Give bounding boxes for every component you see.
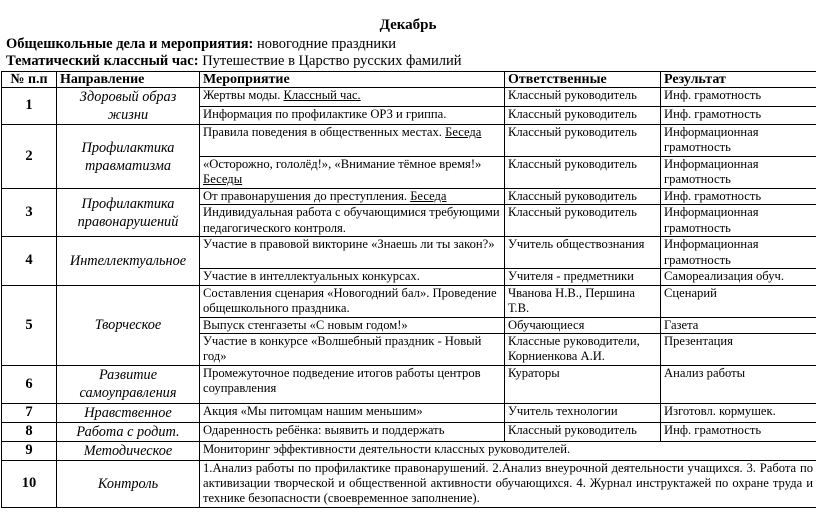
result-cell: Презентация: [661, 333, 816, 365]
row-number: 6: [2, 365, 57, 403]
header-event: Мероприятие: [200, 72, 505, 88]
responsible-cell: Классный руководитель: [505, 189, 661, 205]
responsible-cell: Классный руководитель: [505, 157, 661, 189]
event-type: Беседа: [445, 125, 482, 139]
responsible-cell: Учитель обществознания: [505, 237, 661, 269]
table-row: [2, 365, 816, 403]
class-hour-value: Путешествие в Царство русских фамилий: [198, 53, 462, 69]
row-direction: Работа с родит.: [57, 422, 200, 441]
result-cell: Информационная грамотность: [661, 237, 816, 269]
event-type: Беседы: [203, 172, 243, 187]
row-direction: Профилактика правонарушений: [57, 189, 200, 237]
class-hour-label: Тематический классный час:: [6, 53, 199, 69]
responsible-cell: Учителя - предметники: [505, 269, 661, 285]
event-cell: Мониторинг эффективности деятельности классных руководителей.: [200, 441, 816, 460]
plan-table: [1, 71, 816, 508]
row-direction: Здоровый образ жизни: [57, 88, 200, 125]
row-number: 1: [2, 88, 57, 125]
responsible-cell: Обучающиеся: [505, 317, 661, 333]
event-cell: [200, 157, 505, 189]
table-row: [2, 125, 816, 157]
result-cell: Информационная грамотность: [661, 125, 816, 157]
result-cell: Инф. грамотность: [661, 189, 816, 205]
responsible-cell: Чванова Н.В., Першина Т.В.: [505, 285, 661, 317]
header-result: Результат: [661, 72, 816, 88]
row-number: 7: [2, 403, 57, 422]
row-direction: Творческое: [57, 285, 200, 365]
header-direction: Направление: [57, 72, 200, 88]
school-events-value: новогодние праздники: [253, 36, 396, 52]
result-cell: Самореализация обуч.: [661, 269, 816, 285]
responsible-cell: Кураторы: [505, 365, 661, 403]
row-number: 10: [2, 460, 57, 507]
row-number: 8: [2, 422, 57, 441]
event-cell: [200, 125, 505, 157]
responsible-cell: Классный руководитель: [505, 125, 661, 157]
row-direction: Развитие самоуправления: [57, 365, 200, 403]
event-text: «Осторожно, гололёд!», «Внимание тёмное время!»: [203, 157, 482, 171]
header-number: № п.п: [2, 72, 57, 88]
responsible-cell: Классные руководители, Корниенкова А.И.: [505, 333, 661, 365]
row-direction: Профилактика травматизма: [57, 125, 200, 189]
event-cell: [200, 88, 505, 107]
responsible-cell: Классный руководитель: [505, 106, 661, 125]
responsible-cell: Классный руководитель: [505, 422, 661, 441]
row-direction: Интеллектуальное: [57, 237, 200, 285]
event-text: Правила поведения в общественных местах.: [203, 125, 446, 139]
event-cell: [200, 189, 505, 205]
event-cell: Участие в правовой викторине «Знаешь ли ты закон?»: [200, 237, 505, 269]
event-cell: Промежуточное подведение итогов работы центров соуправления: [200, 365, 505, 403]
row-number: 2: [2, 125, 57, 189]
table-row: [2, 403, 816, 422]
result-cell: Газета: [661, 317, 816, 333]
row-number: 3: [2, 189, 57, 237]
event-cell: Информация по профилактике ОРЗ и гриппа.: [200, 106, 505, 125]
table-row: [2, 441, 816, 460]
row-number: 4: [2, 237, 57, 285]
event-cell: Участие в конкурсе «Волшебный праздник - Новый год»: [200, 333, 505, 365]
class-hour-line: [6, 53, 462, 70]
row-number: 9: [2, 441, 57, 460]
table-header-row: [2, 72, 816, 88]
header-responsible: Ответственные: [505, 72, 661, 88]
result-cell: Анализ работы: [661, 365, 816, 403]
event-cell: Одаренность ребёнка: выявить и поддержать: [200, 422, 505, 441]
responsible-cell: Учитель технологии: [505, 403, 661, 422]
row-direction: Контроль: [57, 460, 200, 507]
table-row: [2, 237, 816, 269]
event-cell: Составления сценария «Новогодний бал». Проведение общешкольного праздника.: [200, 285, 505, 317]
event-text: Жертвы моды.: [203, 88, 284, 102]
page-title: Декабрь: [379, 17, 437, 33]
event-type: Классный час.: [283, 88, 361, 102]
school-events-line: [6, 36, 396, 53]
table-row: [2, 88, 816, 107]
event-cell: Выпуск стенгазеты «С новым годом!»: [200, 317, 505, 333]
row-direction: Методическое: [57, 441, 200, 460]
responsible-cell: Классный руководитель: [505, 205, 661, 237]
result-cell: Инф. грамотность: [661, 88, 816, 107]
event-cell: Акция «Мы питомцам нашим меньшим»: [200, 403, 505, 422]
table-row: [2, 189, 816, 205]
school-events-label: Общешкольные дела и мероприятия:: [6, 36, 254, 52]
table-row: [2, 460, 816, 507]
event-cell: 1.Анализ работы по профилактике правонарушений. 2.Анализ внеурочной деятельности учащихся. 3. Работа по активизации творческой и общественной активности обучающихся. 4. Журнал инструктажей по охране труда и технике безопасности (своевременное заполнение).: [200, 460, 816, 507]
result-cell: Информационная грамотность: [661, 157, 816, 189]
table-row: [2, 422, 816, 441]
event-cell: Индивидуальная работа с обучающимися требующими педагогического контроля.: [200, 205, 505, 237]
event-type: Беседа: [410, 189, 447, 203]
table-row: [2, 285, 816, 317]
row-number: 5: [2, 285, 57, 365]
result-cell: Информационная грамотность: [661, 205, 816, 237]
result-cell: Инф. грамотность: [661, 106, 816, 125]
result-cell: Сценарий: [661, 285, 816, 317]
row-direction: Нравственное: [57, 403, 200, 422]
result-cell: Изготовл. кормушек.: [661, 403, 816, 422]
result-cell: Инф. грамотность: [661, 422, 816, 441]
event-text: От правонарушения до преступления.: [203, 189, 411, 203]
event-cell: Участие в интеллектуальных конкурсах.: [200, 269, 505, 285]
responsible-cell: Классный руководитель: [505, 88, 661, 107]
